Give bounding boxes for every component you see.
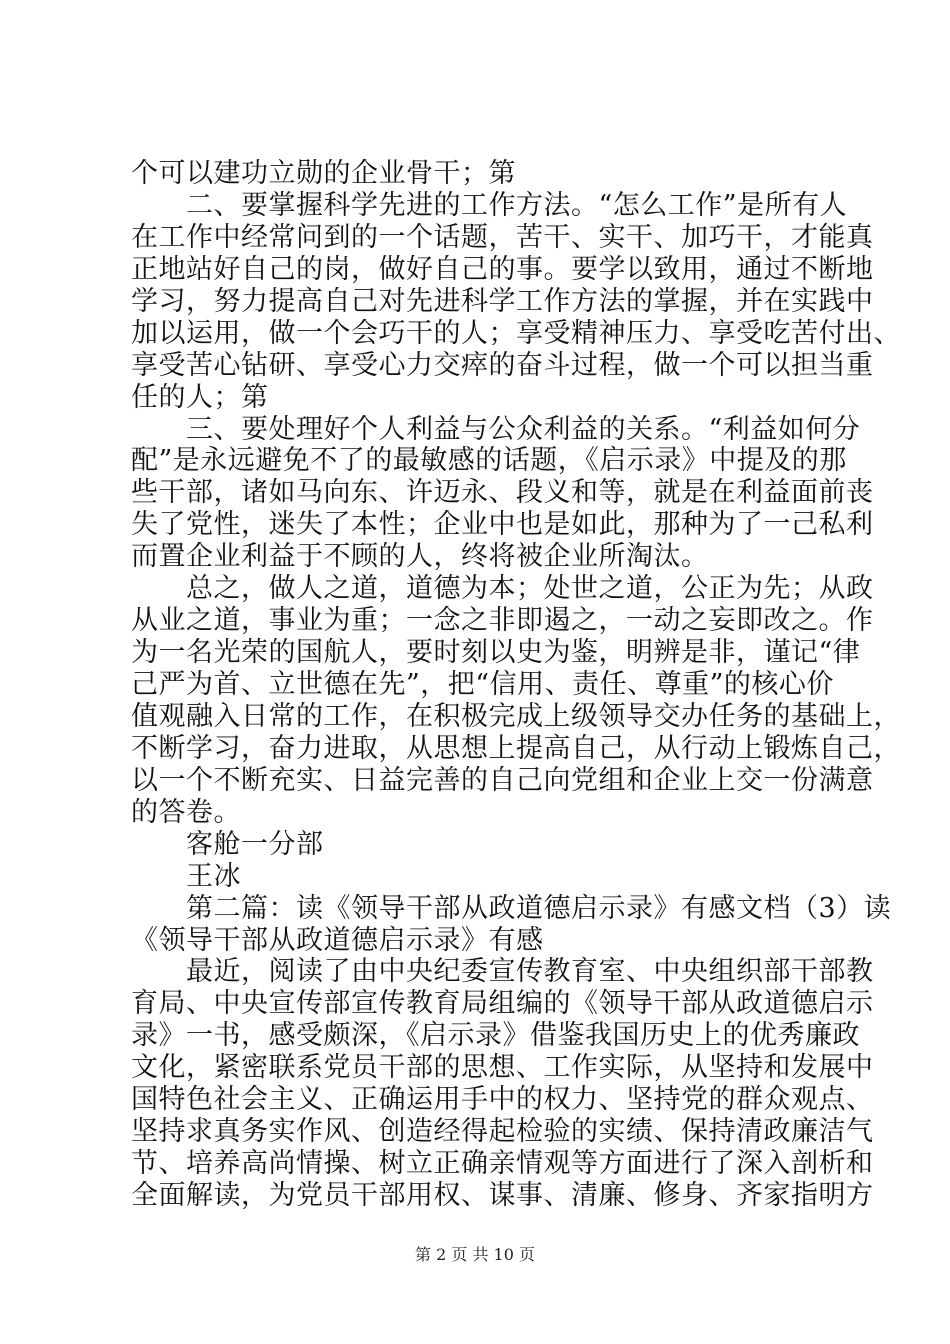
text-line: 第二篇：读《领导干部从政道德启示录》有感文档（3）读 (131, 893, 892, 924)
text-line: 三、要处理好个人利益与公众利益的关系。“利益如何分 (131, 414, 861, 445)
text-line: 录》一书，感受颇深，《启示录》借鉴我国历史上的优秀廉政 (131, 1020, 860, 1051)
text-line: 己严为首、立世德在先”，把“信用、责任、尊重”的核心价 (131, 669, 834, 700)
text-line: 节、培养高尚情操、树立正确亲情观等方面进行了深入剖析和 (131, 1148, 874, 1179)
text-line: 不断学习，奋力进取，从思想上提高自己，从行动上锻炼自己， (131, 733, 901, 764)
text-line: 配”是永远避免不了的最敏感的话题，《启示录》中提及的那 (131, 445, 847, 476)
text-line: 以一个不断充实、日益完善的自己向党组和企业上交一份满意 (131, 765, 874, 796)
text-line: 从业之道，事业为重；一念之非即遏之，一动之妄即改之。作 (131, 605, 874, 636)
text-line: 《领导干部从政道德启示录》有感 (131, 925, 544, 956)
text-line: 失了党性，迷失了本性；企业中也是如此，那种为了一己私利 (131, 509, 874, 540)
text-line: 个可以建功立勋的企业骨干；第 (131, 158, 516, 189)
text-line: 而置企业利益于不顾的人，终将被企业所淘汰。 (131, 541, 709, 572)
text-line: 任的人；第 (131, 382, 269, 413)
text-line: 在工作中经常问到的一个话题，苦干、实干、加巧干，才能真 (131, 222, 874, 253)
text-line: 坚持求真务实作风、创造经得起检验的实绩、保持清政廉洁气 (131, 1116, 874, 1147)
text-line: 二、要掌握科学先进的工作方法。“怎么工作”是所有人 (131, 190, 848, 221)
text-line: 最近，阅读了由中央纪委宣传教育室、中央组织部干部教 (131, 956, 874, 987)
text-line: 育局、中央宣传部宣传教育局组编的《领导干部从政道德启示 (131, 988, 874, 1019)
text-line: 值观融入日常的工作，在积极完成上级领导交办任务的基础上， (131, 701, 901, 732)
text-line: 国特色社会主义、正确运用手中的权力、坚持党的群众观点、 (131, 1084, 874, 1115)
text-line: 学习，努力提高自己对先进科学工作方法的掌握，并在实践中 (131, 286, 874, 317)
text-line: 全面解读，为党员干部用权、谋事、清廉、修身、齐家指明方 (131, 1180, 874, 1211)
text-line: 正地站好自己的岗，做好自己的事。要学以致用，通过不断地 (131, 254, 874, 285)
text-line: 客舱一分部 (131, 829, 324, 860)
text-line: 文化，紧密联系党员干部的思想、工作实际，从坚持和发展中 (131, 1052, 874, 1083)
page-number-footer: 第 2 页 共 10 页 (415, 1245, 535, 1264)
text-line: 享受苦心钻研、享受心力交瘁的奋斗过程，做一个可以担当重 (131, 350, 874, 381)
text-line: 王冰 (131, 861, 241, 892)
text-line: 总之，做人之道，道德为本；处世之道，公正为先；从政 (131, 573, 874, 604)
text-line: 的答卷。 (131, 797, 241, 828)
text-line: 为一名光荣的国航人，要时刻以史为鉴，明辨是非，谨记“律 (131, 637, 861, 668)
text-line: 加以运用，做一个会巧干的人；享受精神压力、享受吃苦付出、 (131, 318, 901, 349)
text-line: 些干部，诸如马向东、许迈永、段义和等，就是在利益面前丧 (131, 477, 874, 508)
